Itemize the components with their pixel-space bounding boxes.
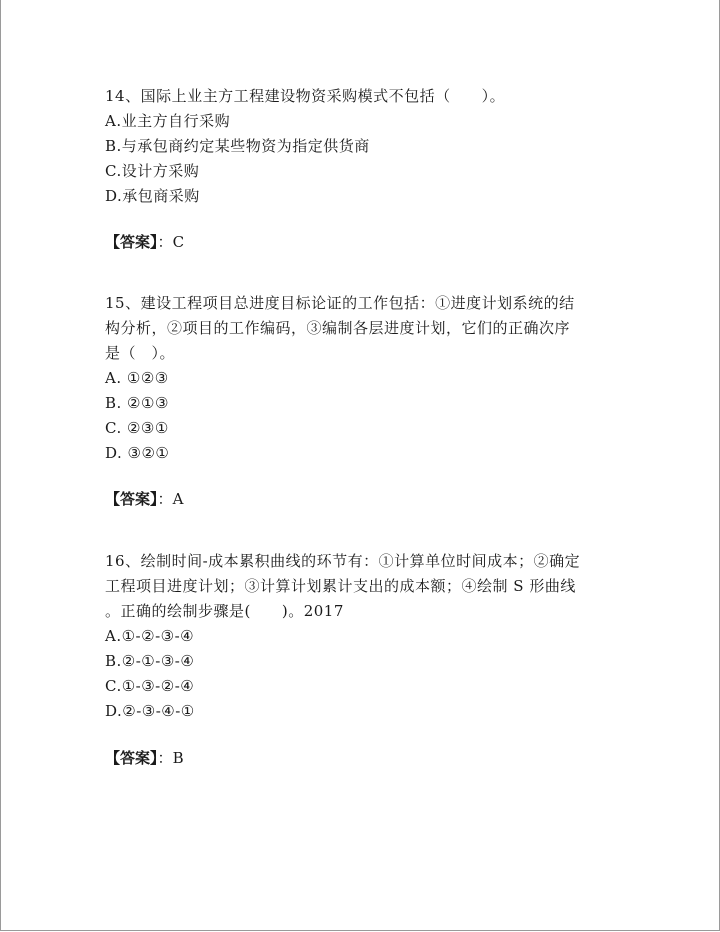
question-text: 14、国际上业主方工程建设物资采购模式不包括（ ）。 (105, 87, 506, 105)
option-a: A.①-②-③-④ (105, 627, 195, 645)
answer-close-bracket: 】 (150, 233, 158, 251)
answer-separator: ： (157, 749, 173, 767)
option-d: D. ③②① (105, 444, 170, 462)
answer-close-bracket: 】 (150, 749, 158, 767)
answer-open-bracket: 【 (105, 749, 121, 767)
question-text-line-3: 。正确的绘制步骤是( )。2017 (105, 602, 344, 620)
question-text-line-2: 构分析，②项目的工作编码，③编制各层进度计划，它们的正确次序 (105, 319, 571, 337)
question-text-line-1: 15、建设工程项目总进度目标论证的工作包括：①进度计划系统的结 (105, 294, 575, 312)
option-a: A. ①②③ (105, 369, 169, 387)
option-c: C. ②③① (105, 419, 169, 437)
question-15 (105, 291, 625, 466)
answer-value: A (172, 490, 184, 508)
answer-label: 答案 (120, 233, 151, 251)
option-a: A.业主方自行采购 (105, 112, 231, 130)
option-d: D.承包商采购 (105, 187, 200, 205)
option-c: C.①-③-②-④ (105, 677, 195, 695)
answer-value: B (172, 749, 184, 767)
answer-separator: ： (157, 490, 173, 508)
question-text-line-1: 16、绘制时间-成本累积曲线的环节有：①计算单位时间成本；②确定 (105, 552, 581, 570)
answer-open-bracket: 【 (105, 490, 121, 508)
question-14 (105, 84, 625, 209)
question-text-line-3: 是（ ）。 (105, 344, 176, 362)
answer-open-bracket: 【 (105, 233, 121, 251)
answer-14 (105, 230, 184, 255)
answer-15 (105, 487, 183, 512)
option-b: B.②-①-③-④ (105, 652, 195, 670)
answer-label: 答案 (120, 749, 151, 767)
answer-label: 答案 (120, 490, 151, 508)
answer-separator: ： (157, 233, 173, 251)
option-b: B. ②①③ (105, 394, 169, 412)
question-text-line-2: 工程项目进度计划；③计算计划累计支出的成本额；④绘制 S 形曲线 (105, 577, 576, 595)
option-b: B.与承包商约定某些物资为指定供货商 (105, 137, 370, 155)
answer-close-bracket: 】 (150, 490, 158, 508)
answer-16 (105, 746, 184, 771)
option-c: C.设计方采购 (105, 162, 200, 180)
option-d: D.②-③-④-① (105, 702, 195, 720)
question-16 (105, 549, 625, 724)
answer-value: C (172, 233, 185, 251)
